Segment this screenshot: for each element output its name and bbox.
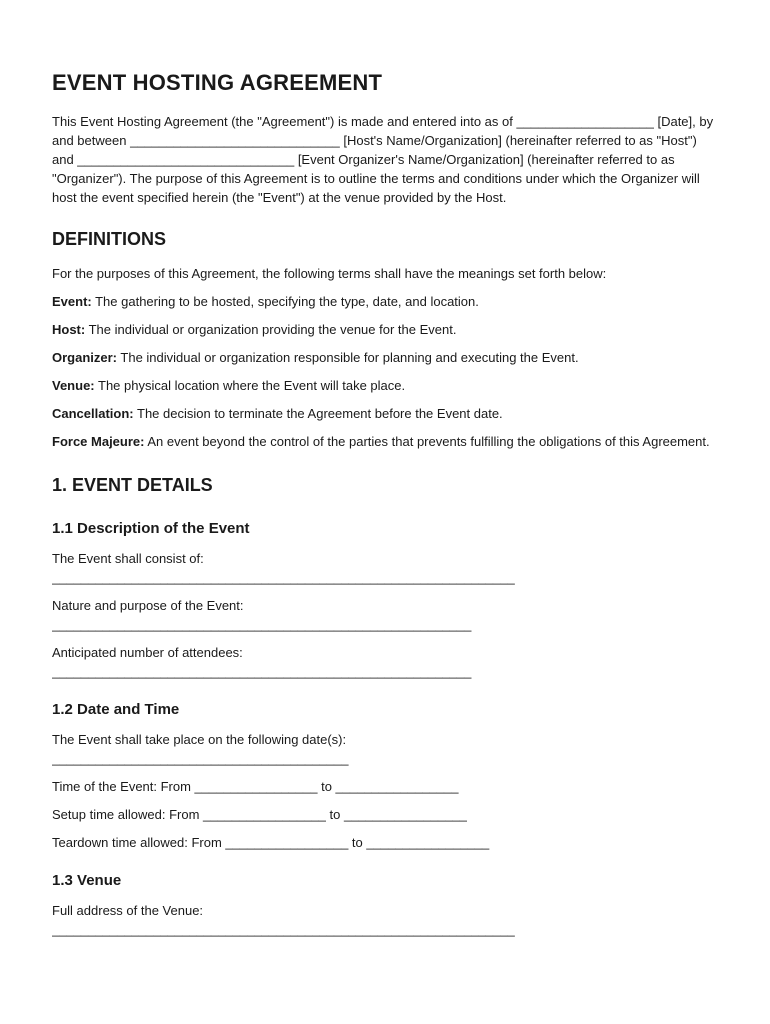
consist-label: The Event shall consist of: — [52, 551, 204, 566]
definition-text: The individual or organization providing the venue for the Event. — [85, 322, 457, 337]
definition-event — [52, 292, 717, 311]
definition-text: The gathering to be hosted, specifying the type, date, and location. — [91, 294, 479, 309]
setup-time-line: Setup time allowed: From _________________ to _________________ — [52, 807, 467, 822]
definitions-heading: DEFINITIONS — [52, 229, 167, 249]
subsection-1-2-heading: 1.2 Date and Time — [52, 701, 180, 718]
attendees-blank-line: __________________________________________________________ — [52, 664, 472, 679]
dates-blank-line: _________________________________________ — [52, 751, 349, 766]
nature-blank-line: __________________________________________________________ — [52, 617, 472, 632]
definition-host — [52, 320, 717, 339]
definition-term: Host: — [52, 322, 86, 337]
definition-term: Event: — [52, 294, 92, 309]
definition-force-majeure — [52, 432, 717, 451]
nature-label: Nature and purpose of the Event: — [52, 598, 244, 613]
dates-label: The Event shall take place on the following date(s): — [52, 732, 347, 747]
definition-cancellation — [52, 404, 717, 423]
address-label: Full address of the Venue: — [52, 903, 204, 918]
definition-text: The decision to terminate the Agreement before the Event date. — [133, 406, 503, 421]
definition-text: The individual or organization responsible for planning and executing the Event. — [117, 350, 579, 365]
document-content — [52, 70, 717, 948]
definition-venue — [52, 376, 717, 395]
address-blank-line: ________________________________________________________________ — [52, 922, 515, 937]
definition-term: Venue: — [52, 378, 95, 393]
teardown-time-line: Teardown time allowed: From _________________ to _________________ — [52, 835, 490, 850]
subsection-1-1-heading: 1.1 Description of the Event — [52, 520, 250, 537]
event-time-line: Time of the Event: From _________________ to _________________ — [52, 779, 459, 794]
intro-paragraph: This Event Hosting Agreement (the "Agreement") is made and entered into as of ___________________ [Date], by and between _____________________________ [Host's Name/Organization] (hereinafter referred to as "Host") and ______________________________ [Event Organizer's Name/Organization] (hereinafter referred to as "Organizer"). The purpose of this Agreement is to outline the terms and conditions under which the Organizer will host the event specified herein (the "Event") at the venue provided by the Host. — [52, 114, 714, 205]
definition-text: An event beyond the control of the parties that prevents fulfilling the obligations of this Agreement. — [144, 434, 710, 449]
definition-term: Cancellation: — [52, 406, 134, 421]
definition-text: The physical location where the Event will take place. — [94, 378, 406, 393]
definition-term: Force Majeure: — [52, 434, 145, 449]
definition-term: Organizer: — [52, 350, 118, 365]
section-1-heading: 1. EVENT DETAILS — [52, 475, 213, 495]
definition-organizer — [52, 348, 717, 367]
definitions-lead: For the purposes of this Agreement, the following terms shall have the meanings set forth below: — [52, 266, 607, 281]
attendees-label: Anticipated number of attendees: — [52, 645, 243, 660]
document-title: EVENT HOSTING AGREEMENT — [52, 70, 383, 95]
subsection-1-3-heading: 1.3 Venue — [52, 872, 122, 889]
consist-blank-line: ________________________________________________________________ — [52, 570, 515, 585]
